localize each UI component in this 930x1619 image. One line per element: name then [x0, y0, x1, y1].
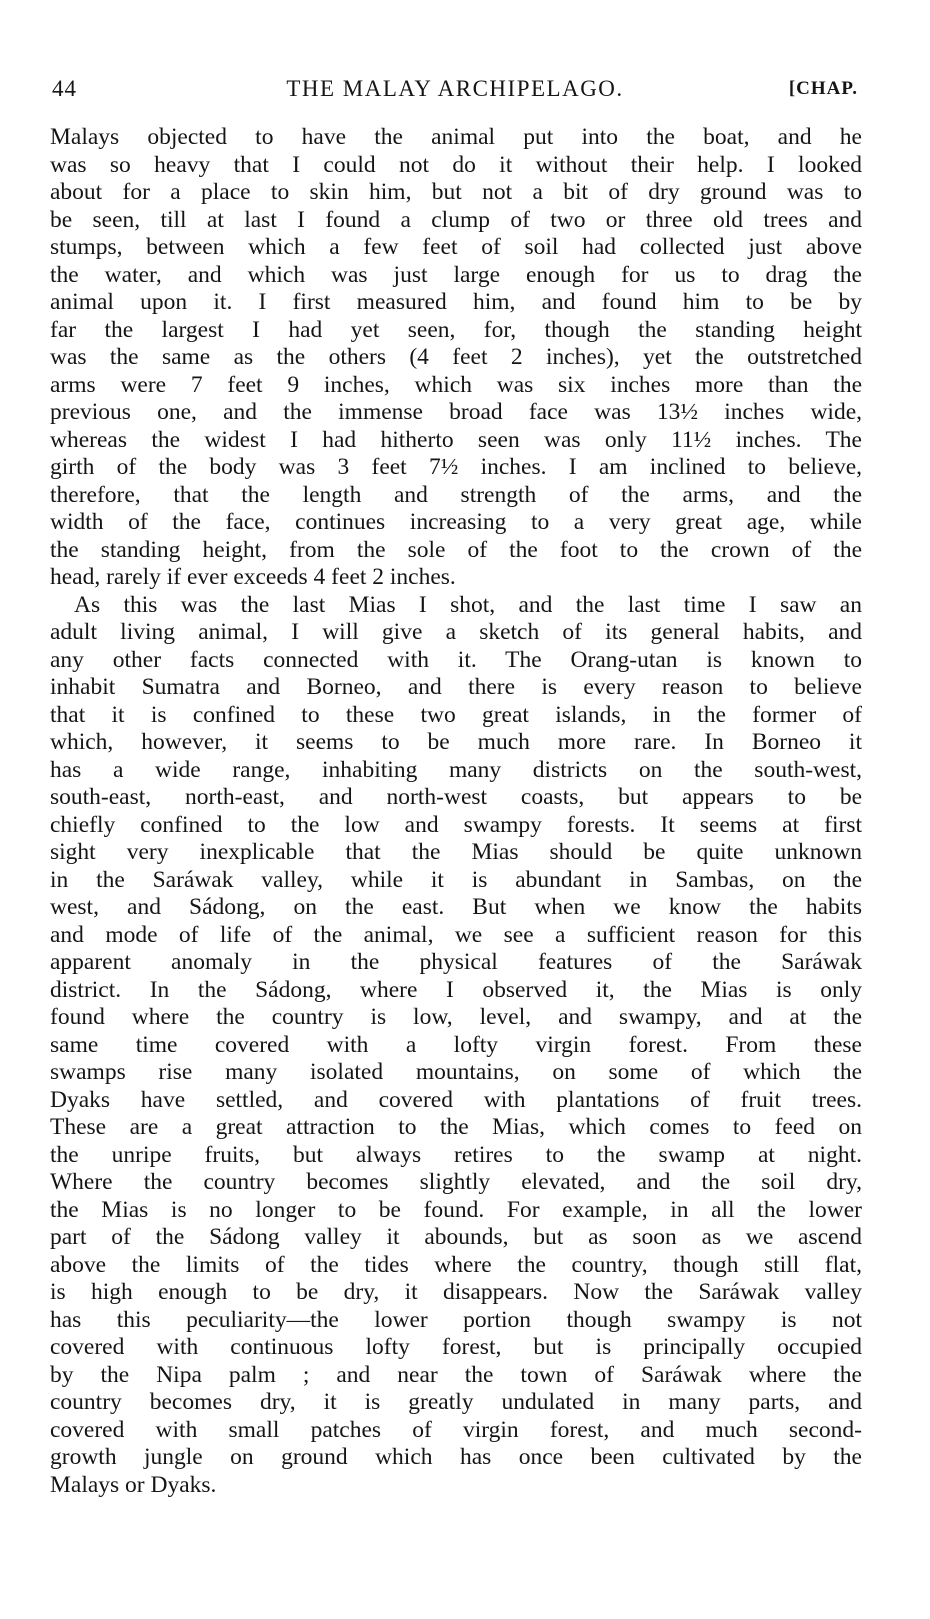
text-line: by the Nipa palm ; and near the town of Saráwak where the [50, 1361, 862, 1388]
text-line: district. In the Sádong, where I observed it, the Mias is only [50, 976, 862, 1003]
page-number: 44 [52, 76, 77, 101]
text-line: was the same as the others (4 feet 2 inches), yet the outstretched [50, 344, 862, 370]
text-line: head, rarely if ever exceeds 4 feet 2 inches. [50, 564, 456, 590]
text-line: whereas the widest I had hitherto seen was only 11½ inches. The [50, 426, 862, 453]
text-line: in the Saráwak valley, while it is abundant in Sambas, on the [50, 866, 862, 893]
text-line: inhabit Sumatra and Borneo, and there is every reason to believe [50, 674, 862, 700]
running-head [52, 76, 858, 106]
text-line: sight very inexplicable that the Mias should be quite unknown [50, 839, 862, 865]
text-line: about for a place to skin him, but not a bit of dry ground was to [50, 179, 862, 205]
text-line: width of the face, continues increasing to a very great age, while [50, 509, 862, 535]
text-line: apparent anomaly in the physical features of the Saráwak [50, 949, 862, 975]
text-line: growth jungle on ground which has once been cultivated by the [50, 1444, 862, 1470]
text-line: country becomes dry, it is greatly undulated in many parts, and [50, 1389, 862, 1415]
text-line: part of the Sádong valley it abounds, but as soon as we ascend [50, 1224, 862, 1250]
text-line: is high enough to be dry, it disappears. Now the Saráwak valley [50, 1279, 862, 1305]
paragraph-2 [50, 592, 862, 1500]
text-line: arms were 7 feet 9 inches, which was six inches more than the [50, 371, 862, 398]
text-line: was so heavy that I could not do it without their help. I looked [50, 151, 862, 178]
text-line: far the largest I had yet seen, for, though the standing height [50, 316, 862, 343]
text-line: which, however, it seems to be much more rare. In Borneo it [50, 729, 862, 755]
text-line: found where the country is low, level, and swampy, and at the [50, 1004, 862, 1030]
text-line: swamps rise many isolated mountains, on some of which the [50, 1059, 862, 1085]
text-line: and mode of life of the animal, we see a sufficient reason for this [50, 921, 862, 948]
text-line: stumps, between which a few feet of soil had collected just above [50, 234, 862, 260]
text-line: has a wide range, inhabiting many districts on the south-west, [50, 756, 862, 783]
text-line: Where the country becomes slightly elevated, and the soil dry, [50, 1169, 862, 1195]
text-line: covered with small patches of virgin forest, and much second- [50, 1416, 862, 1443]
text-line: girth of the body was 3 feet 7½ inches. I am inclined to believe, [50, 454, 862, 480]
text-line: Malays objected to have the animal put into the boat, and he [50, 124, 862, 150]
text-line: the standing height, from the sole of the foot to the crown of the [50, 536, 862, 563]
text-line: any other facts connected with it. The Orang-utan is known to [50, 646, 862, 673]
text-line: that it is confined to these two great islands, in the former of [50, 701, 862, 728]
paragraph-1 [50, 124, 862, 592]
text-line: above the limits of the tides where the country, though still flat, [50, 1251, 862, 1278]
text-line: Malays or Dyaks. [50, 1471, 217, 1498]
text-line: adult living animal, I will give a sketch of its general habits, and [50, 619, 862, 645]
text-line: be seen, till at last I found a clump of two or three old trees and [50, 206, 862, 233]
text-line: chiefly confined to the low and swampy forests. It seems at first [50, 811, 862, 838]
text-line: previous one, and the immense broad face was 13½ inches wide, [50, 399, 862, 425]
text-line: Dyaks have settled, and covered with plantations of fruit trees. [50, 1086, 862, 1113]
text-line: As this was the last Mias I shot, and the last time I saw an [74, 591, 862, 618]
text-line: therefore, that the length and strength of the arms, and the [50, 481, 862, 508]
body-text [50, 124, 862, 1499]
text-line: These are a great attraction to the Mias, which comes to feed on [50, 1114, 862, 1140]
text-line: the water, and which was just large enough for us to drag the [50, 261, 862, 288]
chapter-mark: [CHAP. [788, 78, 858, 99]
text-line: west, and Sádong, on the east. But when we know the habits [50, 894, 862, 920]
text-line: covered with continuous lofty forest, but is principally occupied [50, 1334, 862, 1360]
text-line: same time covered with a lofty virgin forest. From these [50, 1031, 862, 1058]
text-line: animal upon it. I first measured him, and found him to be by [50, 289, 862, 315]
book-title: THE MALAY ARCHIPELAGO. [286, 76, 624, 101]
text-line: south-east, north-east, and north-west coasts, but appears to be [50, 784, 862, 810]
text-line: the Mias is no longer to be found. For example, in all the lower [50, 1196, 862, 1223]
text-line: has this peculiarity—the lower portion though swampy is not [50, 1306, 862, 1333]
text-line: the unripe fruits, but always retires to the swamp at night. [50, 1141, 862, 1168]
